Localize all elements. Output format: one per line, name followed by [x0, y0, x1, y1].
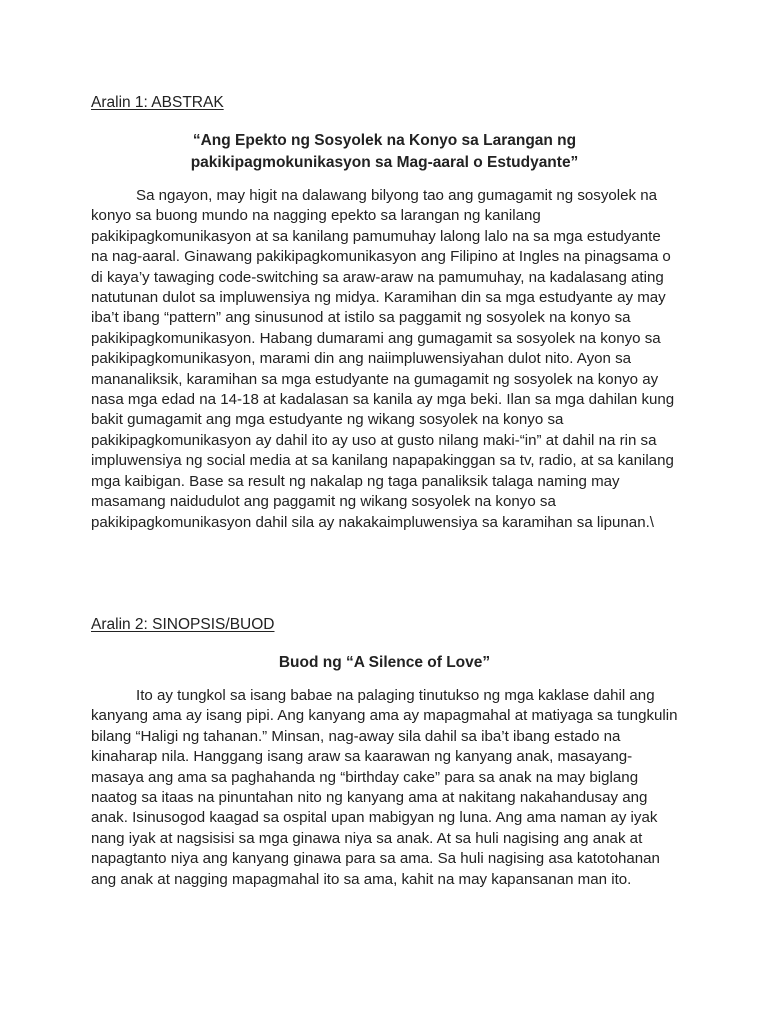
paragraph-line: Ito ay tungkol sa isang babae na palaging tinutukso ng mga kaklase dahil ang: [136, 687, 655, 704]
paragraph-line: konyo sa buong mundo na nagging epekto sa larangan ng kanilang: [91, 207, 541, 225]
paragraph-line: impluwensiya ng social media at sa kanilang napapakinggan sa tv, radio, at sa kanilang: [91, 452, 674, 470]
paragraph-line: bakit gumagamit ang mga estudyante ng wikang sosyolek na konyo sa: [91, 411, 564, 429]
section-1-paragraph: [91, 186, 691, 533]
section-2-title: [91, 652, 678, 674]
paragraph-line: nang iyak at nagsisisi sa mga ginawa niya sa anak. At sa huli nagising ang anak at: [91, 829, 643, 847]
paragraph-line: na nag-aaral. Ginawang pakikipagkomunikasyon ang Filipino at Ingles na pinagsama o: [91, 248, 671, 266]
paragraph-line: masamang naidudulot ang paggamit ng wikang sosyolek na konyo sa: [91, 493, 556, 511]
paragraph-line: napagtanto niya ang kanyang ginawa para sa ama. Sa huli nagising asa katotohanan: [91, 850, 660, 868]
paragraph-line: anak. Isinusogod kaagad sa ospital upan mabigyan ng luna. Ang ama naman ay iyak: [91, 809, 658, 827]
paragraph-line: iba’t ibang “pattern” ang sinusunod at istilo sa paggamit ng sosyolek na konyo sa: [91, 309, 631, 327]
paragraph-line: naatog sa itaas na pinuntahan nito ng kanyang ama at nakitang nakahandusay ang: [91, 789, 648, 807]
section-2-title-line: Buod ng “A Silence of Love”: [278, 654, 491, 671]
section-1-title-line: “Ang Epekto ng Sosyolek na Konyo sa Larangan ng: [192, 132, 577, 149]
paragraph-line: masaya ang ama sa paghahanda ng “birthday cake” para sa anak na may biglang: [91, 768, 639, 786]
paragraph-line: natutunan dulot sa impluwensiya ng midya. Karamihan din sa mga estudyante ay may: [91, 289, 666, 307]
paragraph-line: ang anak at nagging mapagmahal ito sa ama, kahit na may kapansanan man ito.: [91, 870, 632, 888]
section-2-paragraph: [91, 686, 691, 890]
paragraph-line: mananaliksik, karamihan sa mga estudyante na gumagamit ng sosyolek na konyo ay: [91, 370, 659, 388]
section-2-heading: Aralin 2: SINOPSIS/BUOD: [91, 616, 275, 633]
paragraph-line: pakikipagkomunikasyon, marami din ang naiimpluwensiyahan dulot nito. Ayon sa: [91, 350, 632, 368]
section-1-heading: Aralin 1: ABSTRAK: [91, 94, 224, 111]
paragraph-line: kanyang ama ay isang pipi. Ang kanyang ama ay mapagmahal at matiyaga sa tungkulin: [91, 707, 678, 725]
paragraph-line: mga kaibigan. Base sa result ng nakalap ng taga panaliksik talaga naming may: [91, 472, 620, 490]
paragraph-line: pakikipagkomunikasyon at sa kanilang pamumuhay lalong lalo na sa mga estudyante: [91, 227, 661, 245]
paragraph-line: nasa mga edad na 14-18 at kadalasan sa kanila ay mga beki. Ilan sa mga dahilan kung: [91, 391, 675, 409]
paragraph-line: Sa ngayon, may higit na dalawang bilyong tao ang gumagamit ng sosyolek na: [136, 187, 658, 204]
section-1-title-line: pakikipagmokunikasyon sa Mag-aaral o Estudyante”: [190, 154, 579, 171]
section-1-title: [91, 130, 678, 174]
paragraph-line: pakikipagkomunikasyon dahil sila ay nakakaimpluwensiya sa karamihan sa lipunan.\: [91, 513, 654, 531]
paragraph-line: pakikipagkomunikasyon ay dahil ito ay uso at gusto nilang maki-“in” at dahil na rin sa: [91, 431, 657, 449]
paragraph-line: pakikipagkomunikasyon. Habang dumarami ang gumagamit sa sosyolek na konyo sa: [91, 329, 661, 347]
paragraph-line: di kaya’y tawaging code-switching sa araw-araw na pamumuhay, na kadalasang ating: [91, 268, 664, 286]
paragraph-line: kinaharap nila. Hanggang isang araw sa kaarawan ng kanyang anak, masayang-: [91, 748, 633, 766]
paragraph-line: bilang “Haligi ng tahanan.” Minsan, nag-away sila dahil sa iba’t ibang estado na: [91, 727, 621, 745]
